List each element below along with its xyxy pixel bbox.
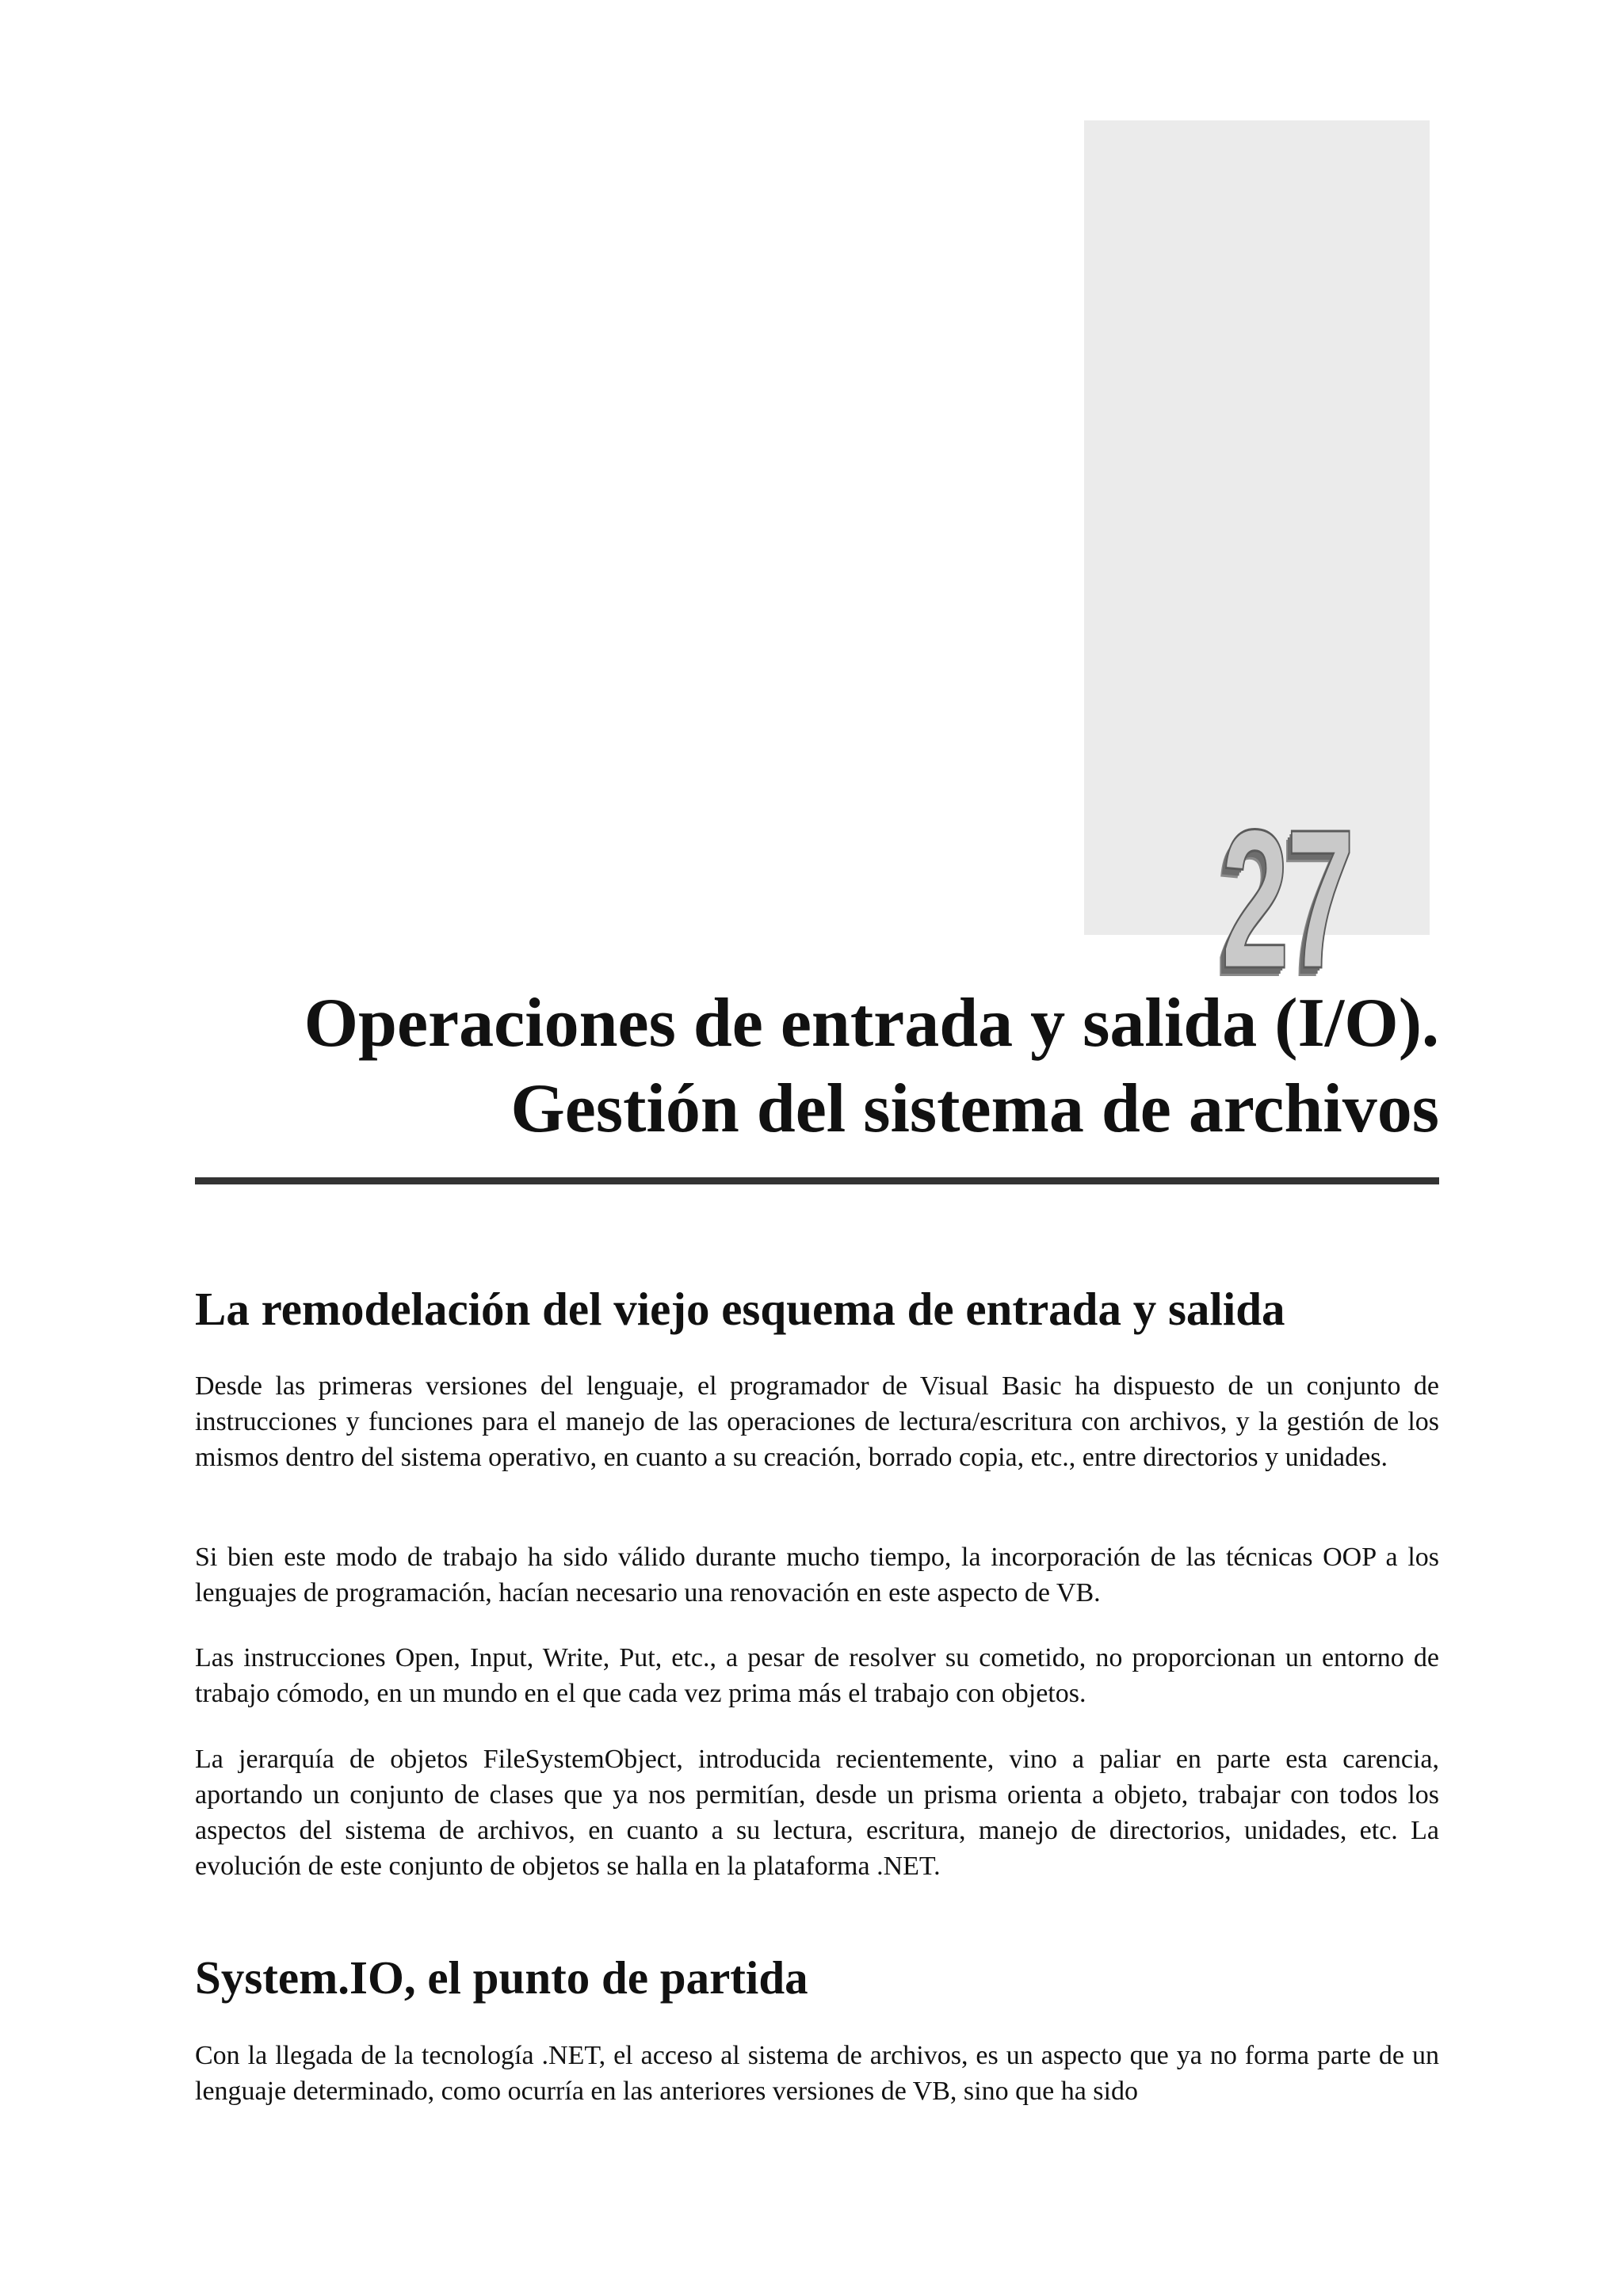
chapter-title bbox=[92, 981, 1439, 1152]
section-heading-system-io: System.IO, el punto de partida bbox=[195, 1951, 808, 2004]
chapter-number-band bbox=[1084, 120, 1430, 1009]
section-heading-remodelacion: La remodelación del viejo esquema de entrada y salida bbox=[195, 1283, 1285, 1335]
paragraph: Las instrucciones Open, Input, Write, Put, etc., a pesar de resolver su cometido, no proporcionan un entorno de trabajo cómodo, en un mundo en el que cada vez prima más el trabajo con objetos. bbox=[195, 1643, 1439, 1708]
chapter-title-line-1: Operaciones de entrada y salida (I/O). bbox=[304, 985, 1439, 1062]
title-divider bbox=[195, 1177, 1439, 1184]
paragraph: Si bien este modo de trabajo ha sido válido durante mucho tiempo, la incorporación de las técnicas OOP a los lenguajes de programación, hacían necesario una renovación en este aspecto de VB. bbox=[195, 1543, 1439, 1608]
paragraph: La jerarquía de objetos FileSystemObject, introducida recientemente, vino a paliar en parte esta carencia, aportando un conjunto de clases que ya nos permitían, desde un prisma orienta a objeto, trabajar con todos los aspectos del sistema de archivos, en cuanto a su lectura, escritura, manejo de directorios, unidades, etc. La evolución de este conjunto de objetos se halla en la plataforma .NET. bbox=[195, 1745, 1439, 1881]
chapter-title-line-2: Gestión del sistema de archivos bbox=[510, 1070, 1439, 1147]
paragraph: Desde las primeras versiones del lenguaje, el programador de Visual Basic ha dispuesto de un conjunto de instrucciones y funciones para el manejo de las operaciones de lectura/escritura con archivos, y la gestión de los mismos dentro del sistema operativo, en cuanto a su creación, borrado copia, etc., entre directorios y unidades. bbox=[195, 1371, 1439, 1472]
chapter-number: 27 bbox=[1220, 788, 1352, 1009]
paragraph: Con la llegada de la tecnología .NET, el acceso al sistema de archivos, es un aspecto que ya no forma parte de un lenguaje determinado, como ocurría en las anteriores versiones de VB, sino que ha sido bbox=[195, 2041, 1439, 2106]
